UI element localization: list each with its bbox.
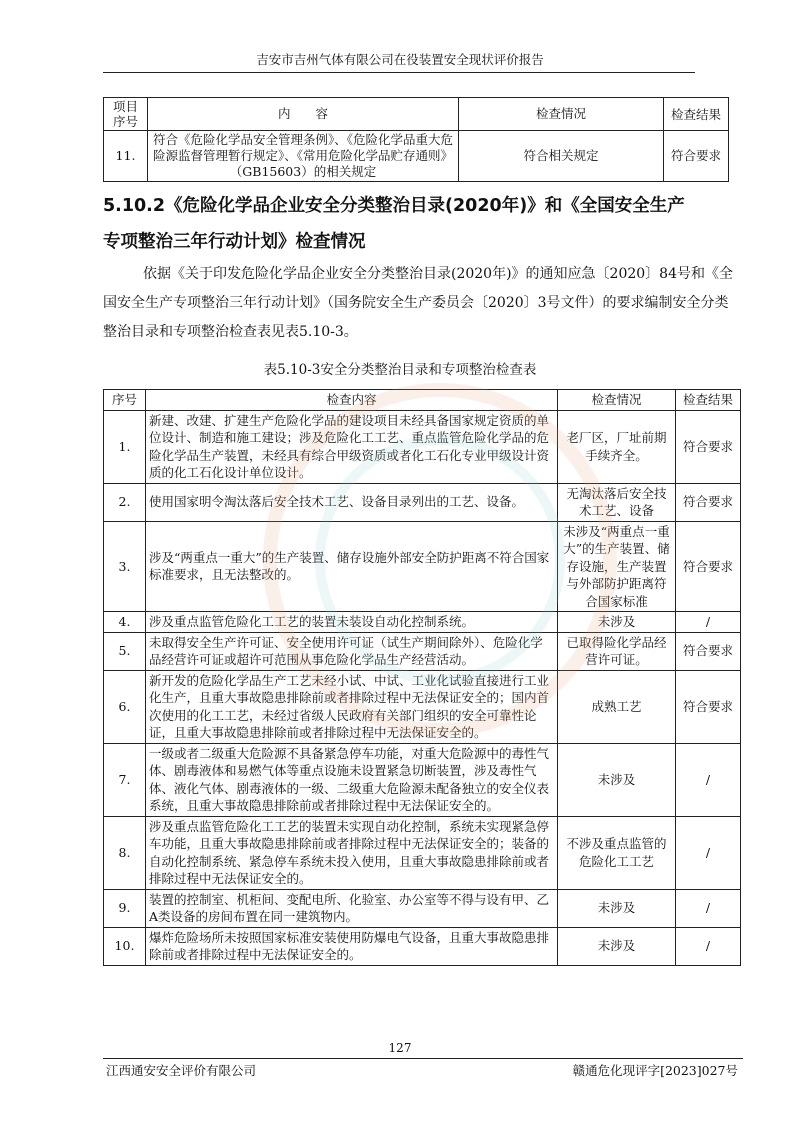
row-result: 符合要求	[676, 670, 741, 743]
table-row	[104, 632, 741, 670]
header-cell: 检查情况	[558, 390, 676, 411]
table-top-header	[104, 98, 729, 131]
row-status: 符合相关规定	[459, 131, 664, 182]
table-row	[104, 410, 741, 483]
header-cell: 检查结果	[676, 390, 741, 411]
row-status: 未涉及	[558, 889, 676, 927]
header-rule	[103, 72, 695, 73]
row-result: 符合要求	[676, 521, 741, 612]
row-content: 新开发的危险化学品生产工艺未经小试、中试、工业化试验直接进行工业化生产，且重大事故隐患排除前或者排除过程中无法保证安全的；国内首次使用的化工工艺，未经过省级人民政府有关部门组织的安全可靠性论证，且重大事故隐患排除前或者排除过程中无法保证安全的。	[146, 670, 558, 743]
row-content: 使用国家明令淘汰落后安全技术工艺、设备目录列出的工艺、设备。	[146, 483, 558, 521]
header-cell: 内 容	[148, 98, 459, 131]
row-number: 6.	[104, 670, 146, 743]
row-result: /	[676, 889, 741, 927]
header-cell: 序号	[104, 390, 146, 411]
row-number: 8.	[104, 816, 146, 889]
header-cell: 项目序号	[104, 98, 148, 131]
row-result: /	[676, 816, 741, 889]
header-cell: 检查内容	[146, 390, 558, 411]
table-row	[104, 670, 741, 743]
row-content: 爆炸危险场所未按照国家标准安装使用防爆电气设备，且重大事故隐患排除前或者排除过程中无法保证安全的。	[146, 927, 558, 965]
table-caption: 表5.10-3安全分类整治目录和专项整治检查表	[263, 362, 537, 378]
row-content: 符合《危险化学品安全管理条例》、《危险化学品重大危险源监督管理暂行规定》、《常用危险化学品贮存通则》（GB15603）的相关规定	[148, 131, 459, 182]
row-number: 4.	[104, 612, 146, 633]
section-paragraph-text: 依据《关于印发危险化学品企业安全分类整治目录(2020年)》的通知应急〔2020〕84号和《全国安全生产专项整治三年行动计划》（国务院安全生产委员会〔2020〕3号文件）的要求编制安全分类整治目录和专项整治检查表见表5.10-3。	[103, 266, 733, 340]
row-result: /	[676, 927, 741, 965]
row-number: 9.	[104, 889, 146, 927]
table-main-header	[104, 390, 741, 411]
row-result: 符合要求	[676, 483, 741, 521]
row-number: 2.	[104, 483, 146, 521]
page-number: 127	[388, 1041, 412, 1055]
row-number: 10.	[104, 927, 146, 965]
row-status: 不涉及重点监管的危险化工工艺	[558, 816, 676, 889]
table-row	[104, 889, 741, 927]
section-title-line2: 专项整治三年行动计划》检查情况	[103, 232, 366, 252]
row-number: 11.	[104, 131, 148, 182]
row-status: 未涉及“两重点一重大”的生产装置、储存设施，生产装置与外部防护距离符合国家标准	[558, 521, 676, 612]
row-content: 未取得安全生产许可证、安全使用许可证（试生产期间除外）、危险化学品经营许可证或超许可范围从事危险化学品生产经营活动。	[146, 632, 558, 670]
row-result: /	[676, 743, 741, 816]
row-status: 已取得险化学品经营许可证。	[558, 632, 676, 670]
header-cell: 检查情况	[459, 98, 664, 131]
table-row	[104, 816, 741, 889]
row-content: 涉及重点监管危险化工工艺的装置未实现自动化控制，系统未实现紧急停车功能，且重大事故隐患排除前或者排除过程中无法保证安全的；装备的自动化控制系统、紧急停车系统未投入使用，且重大事故隐患排除前或者排除过程中无法保证安全的。	[146, 816, 558, 889]
footer-rule	[103, 1058, 743, 1059]
row-status: 老厂区，厂址前期手续齐全。	[558, 410, 676, 483]
row-result: /	[676, 612, 741, 633]
table-main	[103, 389, 741, 966]
row-result: 符合要求	[676, 410, 741, 483]
table-row	[104, 131, 729, 182]
row-number: 7.	[104, 743, 146, 816]
table-row	[104, 612, 741, 633]
row-content: 涉及“两重点一重大”的生产装置、储存设施外部安全防护距离不符合国家标准要求，且无法整改的。	[146, 521, 558, 612]
header-cell: 检查结果	[664, 98, 729, 131]
row-content: 一级或者二级重大危险源不具备紧急停车功能，对重大危险源中的毒性气体、剧毒液体和易燃气体等重点设施未设置紧急切断装置，涉及毒性气体、液化气体、剧毒液体的一级、二级重大危险源未配备独立的安全仪表系统，且重大事故隐患排除前或者排除过程中无法保证安全的。	[146, 743, 558, 816]
row-result: 符合要求	[676, 632, 741, 670]
section-title-line1: 5.10.2《危险化学品企业安全分类整治目录(2020年)》和《全国安全生产	[103, 196, 685, 216]
row-status: 成熟工艺	[558, 670, 676, 743]
table-row	[104, 927, 741, 965]
table-top	[103, 97, 729, 182]
row-content: 涉及重点监管危险化工工艺的装置未装设自动化控制系统。	[146, 612, 558, 633]
footer-report-code: 赣通危化现评字[2023]027号	[572, 1063, 738, 1078]
footer-company: 江西通安安全评价有限公司	[106, 1063, 257, 1078]
section-paragraph	[103, 260, 740, 347]
row-content: 新建、改建、扩建生产危险化学品的建设项目未经具备国家规定资质的单位设计、制造和施工建设；涉及危险化工工艺、重点监管危险化学品的危险化学品生产装置，未经具有综合甲级资质或者化工石化专业甲级设计资质的化工石化设计单位设计。	[146, 410, 558, 483]
row-status: 无淘汰落后安全技术工艺、设备	[558, 483, 676, 521]
row-result: 符合要求	[664, 131, 729, 182]
table-row	[104, 743, 741, 816]
table-row	[104, 521, 741, 612]
row-status: 未涉及	[558, 743, 676, 816]
row-status: 未涉及	[558, 612, 676, 633]
row-number: 1.	[104, 410, 146, 483]
row-status: 未涉及	[558, 927, 676, 965]
row-content: 装置的控制室、机柜间、变配电所、化验室、办公室等不得与设有甲、乙A类设备的房间布置在同一建筑物内。	[146, 889, 558, 927]
table-row	[104, 483, 741, 521]
row-number: 5.	[104, 632, 146, 670]
header-title: 吉安市吉州气体有限公司在役装置安全现状评价报告	[256, 52, 544, 67]
row-number: 3.	[104, 521, 146, 612]
